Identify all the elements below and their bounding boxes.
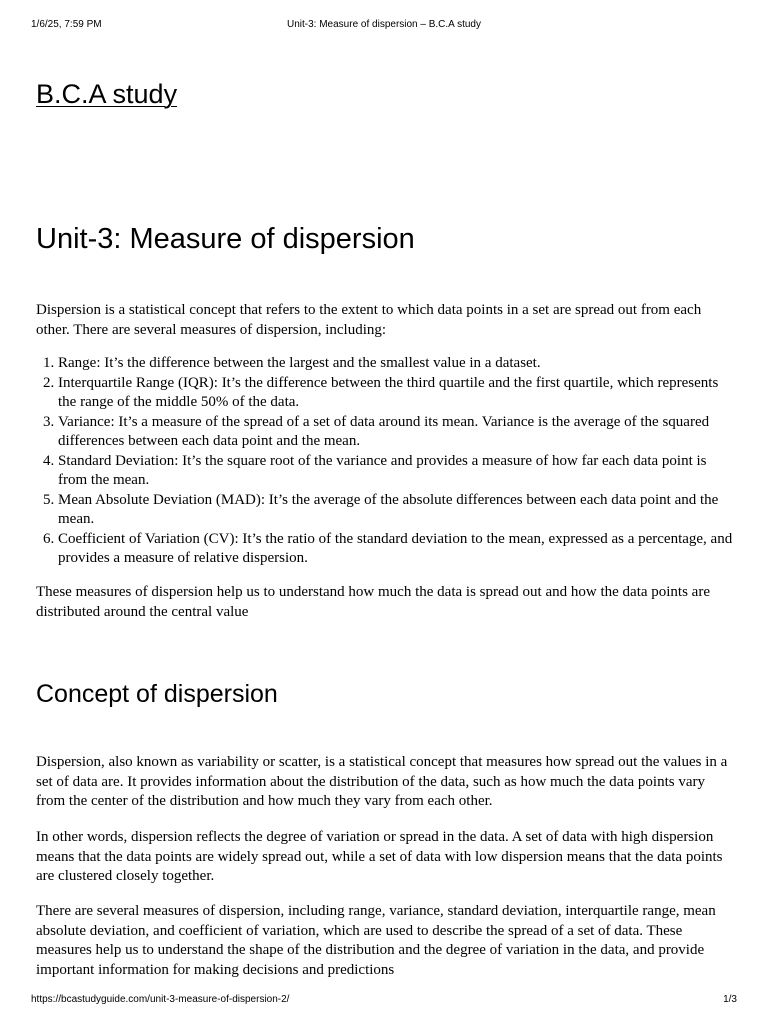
page-number: 1/3 (723, 994, 737, 1005)
page-url: https://bcastudyguide.com/unit-3-measure-of-dispersion-2/ (31, 994, 290, 1005)
list-item-cv: 6. Coefficient of Variation (CV): It’s the ratio of the standard deviation to the mean, expressed as a percentage, and provides a measure of relative dispersion. (58, 530, 736, 569)
print-header (0, 19, 768, 33)
list-item-standard-deviation: 4. Standard Deviation: It’s the square root of the variance and provides a measure of how far each data point is from the mean. (58, 452, 736, 491)
concept-paragraph-2: In other words, dispersion reflects the degree of variation or spread in the data. A set of data with high dispersion means that the data points are widely spread out, while a set of data with low dispersion means that the data points are clustered closely together. (36, 829, 723, 884)
list-item-variance: 3. Variance: It’s a measure of the spread of a set of data around its mean. Variance is the average of the squared differences between each data point and the mean. (58, 413, 736, 452)
list-item-mad: 5. Mean Absolute Deviation (MAD): It’s the average of the absolute differences between each data point and the mean. (58, 491, 736, 530)
site-title-link[interactable]: B.C.A study (36, 79, 178, 109)
print-page-title: Unit-3: Measure of dispersion – B.C.A study (287, 19, 481, 30)
concept-paragraph-3: There are several measures of dispersion, including range, variance, standard deviation, interquartile range, mean absolute deviation, and coefficient of variation, which are used to describe the spread of a set of data. These measures help us to understand the shape of the distribution and the degree of variation in the data, and provide important information for making decisions and predictions (36, 903, 716, 978)
concept-paragraph-1: Dispersion, also known as variability or scatter, is a statistical concept that measures how spread out the values in a set of data are. It provides information about the distribution of the data, such as how much the data points vary from the center of the distribution and how much they vary from each other. (36, 754, 728, 809)
page-title: Unit-3: Measure of dispersion (36, 223, 415, 255)
print-datetime: 1/6/25, 7:59 PM (31, 19, 102, 30)
intro-paragraph: Dispersion is a statistical concept that refers to the extent to which data points in a set are spread out from each other. There are several measures of dispersion, including: (36, 302, 702, 338)
summary-paragraph: These measures of dispersion help us to understand how much the data is spread out and how the data points are distributed around the central value (36, 584, 710, 620)
section-title: Concept of dispersion (36, 680, 278, 708)
list-item-iqr: 2. Interquartile Range (IQR): It’s the difference between the third quartile and the first quartile, which represents the range of the middle 50% of the data. (58, 374, 736, 413)
measures-list (36, 354, 736, 569)
list-item-range: 1. Range: It’s the difference between the largest and the smallest value in a dataset. (58, 354, 736, 374)
